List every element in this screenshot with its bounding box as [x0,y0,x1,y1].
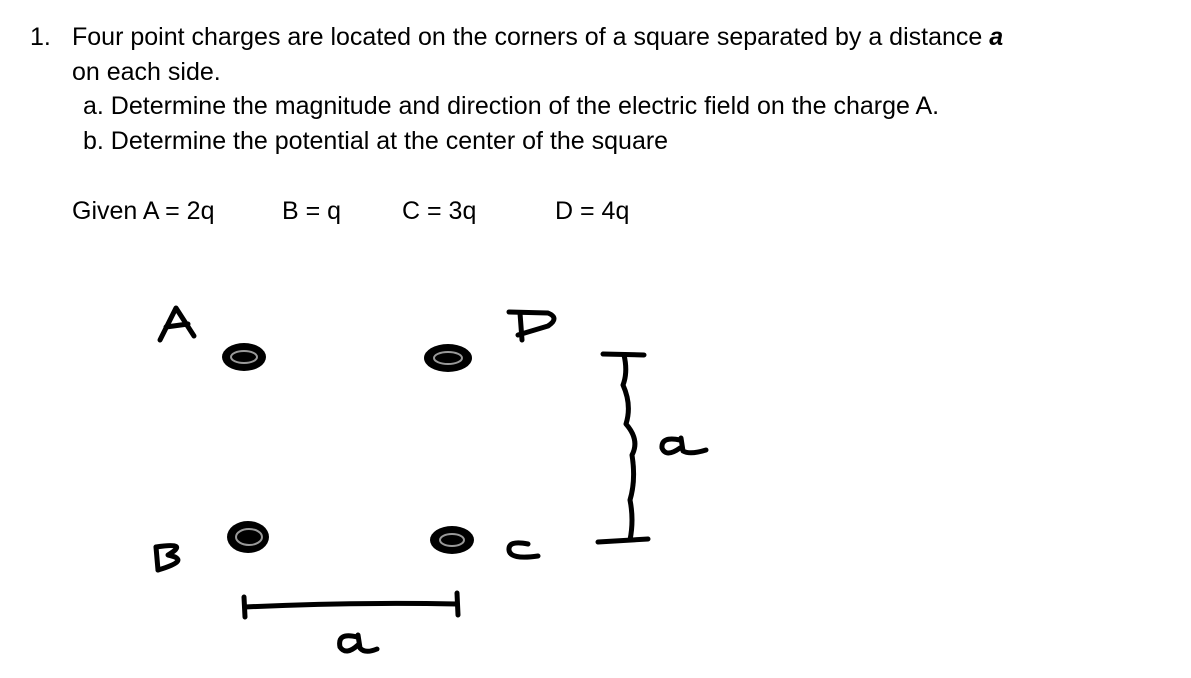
handwritten-side-label-right [662,438,706,453]
charge-dot-c [430,526,474,554]
charge-dot-d [424,344,472,372]
right-dimension-bar [598,354,648,542]
given-charge-b: B = q [282,197,342,225]
handwritten-label-d [509,312,554,340]
handwritten-label-b [156,546,178,570]
question-part-a: a. Determine the magnitude and direction of the electric field on the charge A. [83,92,940,120]
handwritten-label-a [160,308,194,340]
given-charge-d: D = 4q [555,197,630,225]
given-charge-a: Given A = 2q [72,197,215,225]
handwritten-side-label-bottom [340,635,377,651]
charge-dot-b [227,521,269,553]
question-text-main: Four point charges are located on the corners of a square separated by a distance [72,23,990,51]
handwritten-label-c [509,543,538,557]
charge-dot-a [222,343,266,371]
question-text-emphasis: a [989,23,1004,51]
given-charge-c: C = 3q [402,197,477,225]
question-number: 1. [30,23,51,51]
question-part-b: b. Determine the potential at the center of the square [83,127,669,155]
bottom-dimension-bar [244,593,458,617]
question-text-line2: on each side. [72,58,221,86]
